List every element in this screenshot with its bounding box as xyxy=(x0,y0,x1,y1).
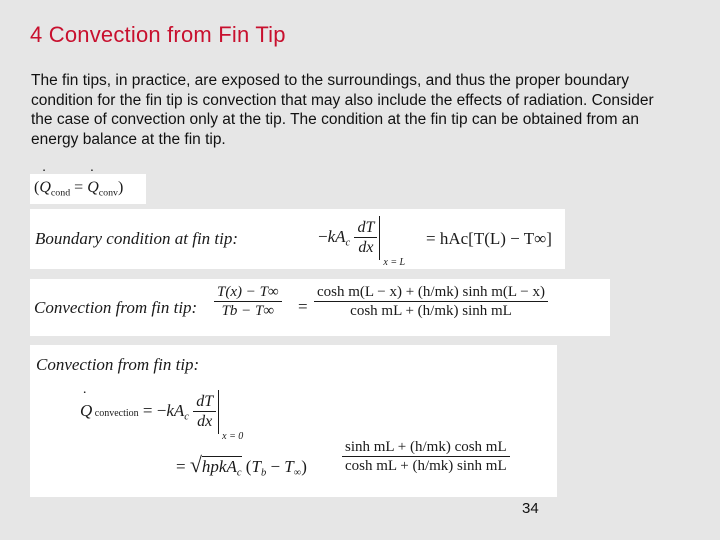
heat-numerator: sinh mL + (h/mk) cosh mL xyxy=(342,439,510,457)
boundary-rhs: = hAc[T(L) − T∞] xyxy=(426,229,552,248)
profile-lhs-denominator: Tb − T∞ xyxy=(221,303,275,320)
boundary-condition-label: Boundary condition at fin tip: xyxy=(35,229,239,248)
profile-lhs-numerator: T(x) − T∞ xyxy=(214,284,282,302)
heat-label: Convection from fin tip: xyxy=(36,355,200,374)
heat-transfer-equation: Convection from fin tip: ˙ Q convection = $-kA_c$ $\frac{dT}{dx}$ x = 0 = √hpkA$_c$ $(T_b - T_\infty)$ $\frac{\text{sinh mL + (h/mk) cosh mL}}{\text{cosh mL + (h/mk) sinh mL}}$ xyxy=(30,345,557,497)
profile-label: Convection from fin tip: xyxy=(34,298,198,317)
boundary-condition-equation: Boundary condition at fin tip: $-kA_c$ $\frac{dT}{dx}$ x = L = hAc[T(L) − T∞] xyxy=(30,209,565,269)
slide-title: 4 Convection from Fin Tip xyxy=(30,22,286,47)
page-number: 34 xyxy=(522,500,539,517)
heat-denominator: cosh mL + (h/mk) sinh mL xyxy=(345,458,507,475)
heat-eval-point: x = 0 xyxy=(222,431,244,442)
profile-rhs-numerator: cosh m(L − x) + (h/mk) sinh m(L − x) xyxy=(314,284,548,302)
temperature-profile-equation: Convection from fin tip: $\frac{T(x) - T\infty}{Tb - T\infty}$ = $\frac{\text{cosh m(L − x) + (h/mk) sinh m(L − x)}}{\text{cosh mL + (h/mk) sinh mL}}$ xyxy=(30,279,610,336)
energy-balance-equation: (˙ $Q_{cond}$ = ˙ $Q_{conv}$) xyxy=(30,174,146,204)
profile-rhs-denominator: cosh mL + (h/mk) sinh mL xyxy=(350,303,512,320)
body-paragraph: The fin tips, in practice, are exposed to the surroundings, and thus the proper boundary condition for the fin tip is convection that may also include the effects of radiation. Consider the case of convection only at the tip. The condition at the fin tip can be obtained from an energy balance at the fin tip. xyxy=(31,72,654,148)
